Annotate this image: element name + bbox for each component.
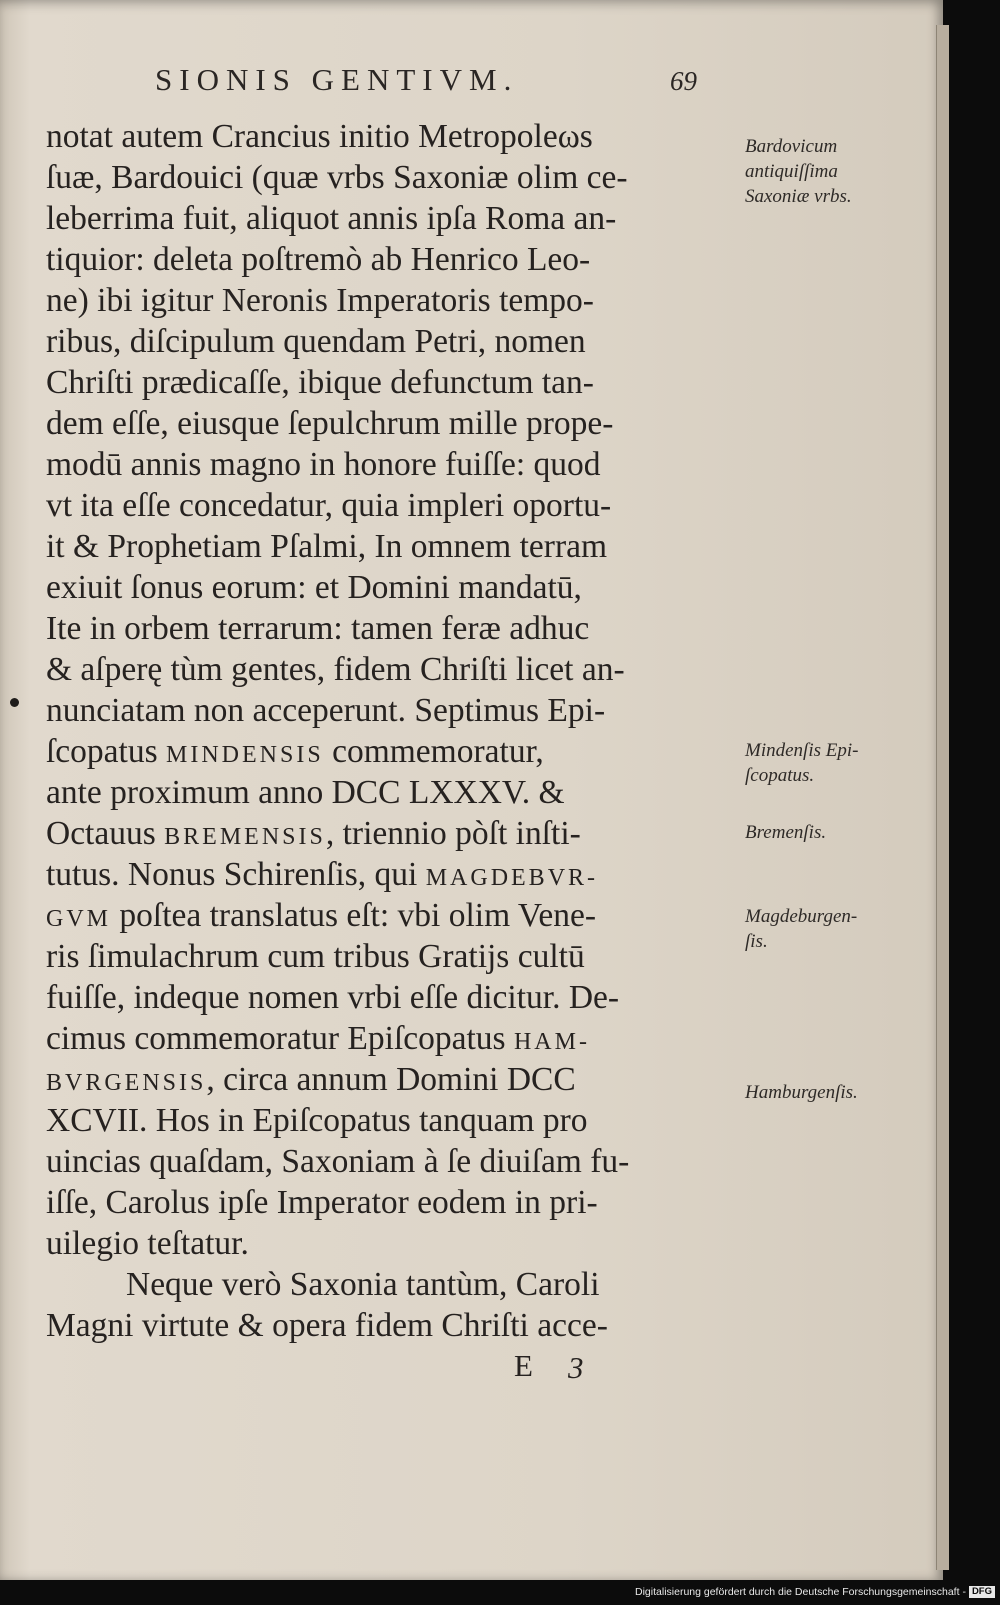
text-line: dem eſſe, eiusque ſepulchrum mille prope- — [46, 405, 614, 442]
margin-note-line: ſcopatus. — [745, 765, 815, 786]
text-line: Chriſti prædicaſſe, ibique defunctum tan- — [46, 364, 594, 401]
text-run: poſtea translatus eſt: vbi olim Vene- — [111, 897, 597, 934]
text-line: XCVII. Hos in Epiſcopatus tanquam pro — [46, 1102, 588, 1139]
text-run: , circa annum Domini DCC — [206, 1061, 576, 1098]
margin-note-hamburgensis — [745, 1080, 935, 1105]
text-line: uilegio teſtatur. — [46, 1225, 249, 1262]
text-line: exiuit ſonus eorum: et Domini mandatū, — [46, 569, 582, 606]
text-line: nunciatam non acceperunt. Septimus Epi- — [46, 692, 606, 729]
text-line — [46, 854, 736, 895]
text-line: ris ſimulachrum cum tribus Gratijs cultū — [46, 938, 585, 975]
small-caps-name: GVM — [46, 906, 112, 932]
body-text — [46, 116, 736, 1346]
text-line — [46, 895, 736, 936]
text-line: leberrima fuit, aliquot annis ipſa Roma an- — [46, 200, 617, 237]
text-line: vt ita eſſe concedatur, quia impleri oportu- — [46, 487, 612, 524]
margin-note-mindensis — [745, 738, 935, 788]
small-caps-name: MAGDEBVR- — [425, 865, 599, 891]
text-line: ribus, diſcipulum quendam Petri, nomen — [46, 323, 586, 360]
margin-note-line: Bardovicum — [745, 136, 838, 157]
small-caps-name: BREMENSIS — [164, 824, 326, 850]
text-line: modū annis magno in honore fuiſſe: quod — [46, 446, 601, 483]
text-line — [46, 813, 736, 854]
running-head — [155, 62, 715, 108]
margin-note-line: Magdeburgen- — [745, 906, 858, 927]
small-caps-name: HAM- — [513, 1029, 590, 1055]
margin-note-line: Hamburgenſis. — [745, 1082, 858, 1103]
text-line: ne) ibi igitur Neronis Imperatoris tempo- — [46, 282, 594, 319]
digitization-credit — [590, 1586, 995, 1602]
text-run: ſcopatus — [46, 733, 167, 770]
text-line: & aſperę tùm gentes, fidem Chriſti licet an- — [46, 651, 625, 688]
text-run: cimus commemoratur Epiſcopatus — [46, 1020, 514, 1057]
paragraph-start-line: Neque verò Saxonia tantùm, Caroli — [126, 1266, 600, 1303]
text-line: uincias quaſdam, Saxoniam à ſe diuiſam fu- — [46, 1143, 630, 1180]
signature-number: 3 — [568, 1350, 584, 1385]
small-caps-name: MINDENSIS — [166, 742, 324, 768]
margin-note-line: Bremenſis. — [745, 822, 827, 843]
margin-bullet-mark — [10, 698, 19, 707]
text-line: Magni virtute & opera fidem Chriſti acce- — [46, 1307, 608, 1344]
page-edge — [936, 25, 949, 1570]
margin-note-bardovicum — [745, 134, 935, 209]
text-line: ſuæ, Bardouici (quæ vrbs Saxoniæ olim ce- — [46, 159, 628, 196]
text-run: tutus. Nonus Schirenſis, qui — [46, 856, 426, 893]
text-line: ante proximum anno DCC LXXXV. & — [46, 774, 565, 811]
text-line: Ite in orbem terrarum: tamen feræ adhuc — [46, 610, 590, 647]
margin-note-line: antiquiſſima — [745, 161, 838, 182]
margin-note-line: Saxoniæ vrbs. — [745, 186, 852, 207]
running-title: SIONIS GENTIVM. — [155, 62, 519, 97]
credit-text: Digitalisierung gefördert durch die Deutsche Forschungsgemeinschaft - — [635, 1586, 966, 1598]
margin-note-line: Mindenſis Epi- — [745, 740, 859, 761]
dfg-logo: DFG — [969, 1586, 995, 1598]
text-line: fuiſſe, indeque nomen vrbi eſſe dicitur. De- — [46, 979, 620, 1016]
signature-mark — [514, 1348, 634, 1388]
text-line — [46, 731, 736, 772]
margin-note-magdeburgensis — [745, 904, 935, 954]
text-run: , triennio pòſt inſti- — [325, 815, 581, 852]
signature-letter: E — [514, 1348, 533, 1383]
text-line: it & Prophetiam Pſalmi, In omnem terram — [46, 528, 608, 565]
text-line: iſſe, Carolus ipſe Imperator eodem in pri- — [46, 1184, 598, 1221]
text-line — [46, 1018, 736, 1059]
text-run: commemoratur, — [323, 733, 544, 770]
text-run: Octauus — [46, 815, 165, 852]
margin-note-bremensis — [745, 820, 935, 845]
margin-note-line: ſis. — [745, 931, 768, 952]
text-line — [46, 1059, 736, 1100]
small-caps-name: BVRGENSIS — [46, 1070, 207, 1096]
page-number: 69 — [670, 66, 697, 96]
text-line: tiquior: deleta poſtremò ab Henrico Leo- — [46, 241, 591, 278]
text-line: notat autem Crancius initio Metropoleωs — [46, 118, 593, 155]
